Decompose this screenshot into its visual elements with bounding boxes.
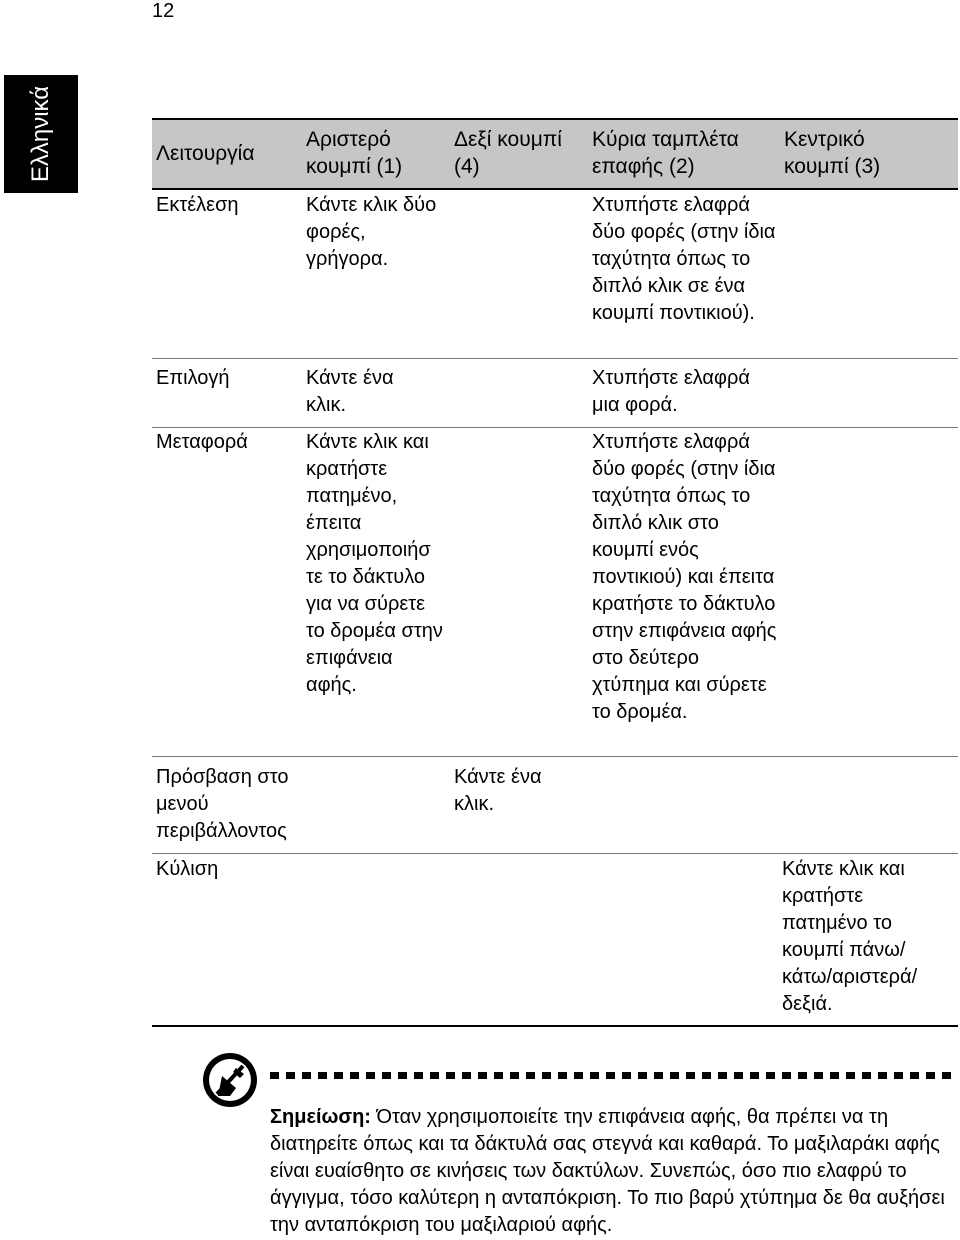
row-function: Επιλογή [156,367,230,389]
header-right-button: Δεξί κουμπί (4) [454,128,562,178]
row-divider [152,427,958,428]
row-right-button: Κάντε ένα κλικ. [454,766,542,815]
button-functions-table [152,118,958,1028]
note-label: Σημείωση: [270,1106,371,1128]
row-touchpad: Χτυπήστε ελαφρά δύο φορές (στην ίδια ταχύτητα όπως το διπλό κλικ στο κουμπί ενός ποντικιού) και έπειτα κρατήστε το δάκτυλο στην επιφάνεια αφής στο δεύτερο χτύπημα και σύρετε το δρομέα. [592,431,777,723]
row-divider [152,358,958,359]
table-header-rule [152,188,958,190]
row-function: Μεταφορά [156,431,248,453]
row-divider [152,756,958,757]
row-left-button: Κάντε ένα κλικ. [306,367,394,416]
header-function: Λειτουργία [156,142,255,165]
note-paragraph [270,1104,950,1239]
header-left-button: Αριστερό κουμπί (1) [306,128,403,178]
row-left-button: Κάντε κλικ και κρατήστε πατημένο, έπειτα χρησιμοποιήσ τε το δάκτυλο για να σύρετε το δρομέα στην επιφάνεια αφής. [306,431,443,696]
language-tab [4,75,78,193]
language-tab-label: Ελληνικά [27,85,54,183]
row-divider [152,853,958,854]
note-text: Όταν χρησιμοποιείτε την επιφάνεια αφής, θα πρέπει να τη διατηρείτε όπως και τα δάκτυλά σας στεγνά και καθαρά. Το μαξιλαράκι αφής είναι ευαίσθητο σε κινήσεις των δακτύλων. Συνεπώς, όσο πιο ελαφρύ το άγγιγμα, τόσο καλύτερη η ανταπόκριση. Το πιο βαρύ χτύπημα δε θα αυξήσει την ανταπόκριση του μαξιλαριού αφής. [270,1106,945,1236]
header-center-button: Κεντρικό κουμπί (3) [784,128,881,178]
row-function: Κύλιση [156,858,219,880]
table-bottom-rule [152,1025,958,1027]
row-function: Πρόσβαση στο μενού περιβάλλοντος [156,766,289,842]
note-dotted-rule [270,1072,956,1079]
header-touchpad: Κύρια ταμπλέτα επαφής (2) [592,128,739,178]
row-touchpad: Χτυπήστε ελαφρά δύο φορές (στην ίδια ταχύτητα όπως το διπλό κλικ σε ένα κουμπί ποντικιού). [592,194,776,324]
page-number: 12 [152,0,175,22]
table-top-rule [152,118,958,120]
row-touchpad: Χτυπήστε ελαφρά μια φορά. [592,367,750,416]
row-left-button: Κάντε κλικ δύο φορές, γρήγορα. [306,194,437,270]
row-center-button: Κάντε κλικ και κρατήστε πατημένο το κουμπί πάνω/ κάτω/αριστερά/ δεξιά. [782,858,918,1015]
note-pen-icon [200,1050,260,1110]
row-function: Εκτέλεση [156,194,239,216]
